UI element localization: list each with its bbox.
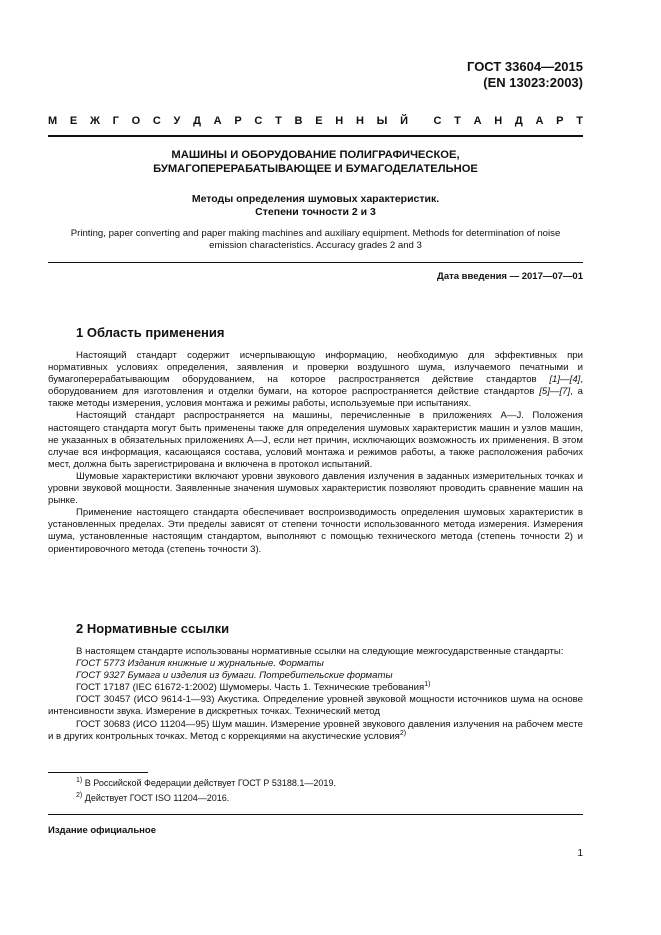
banner-letter: Н [494,115,503,127]
banner-letter: Р [234,115,242,127]
footnote-1: $^{1)}$ В Российской Федерации действует ГОСТ Р 53188.1—2019. [76,777,336,788]
section-2-title: 2 Нормативные ссылки [76,621,230,636]
standard-code [467,59,583,91]
english-title-line-2: emission characteristics. Accuracy grades 2 and 3 [209,240,422,251]
paragraph: В настоящем стандарте использованы нормативные ссылки на следующие межгосударственные стандарты: [76,646,564,657]
banner-letter: Д [514,115,523,127]
banner-letter: Е [315,115,323,127]
banner-letter: О [131,115,141,127]
english-title [48,228,583,252]
section-1-body [48,350,583,556]
document-title [48,149,583,176]
reference-gost-17187: ГОСТ 17187 (IEC 61672-1:2002) Шумомеры. Часть 1. Технические требования$^{1)}$ [76,681,431,694]
banner-letter: Р [556,115,564,127]
official-edition-label: Издание официальное [48,825,156,836]
banner-letter: У [173,115,181,127]
reference-link[interactable]: [5]—[7] [539,386,571,398]
title-divider [48,262,583,263]
banner-letter: В [294,115,303,127]
banner-letter: Н [355,115,364,127]
paragraph: Настоящий стандарт распространяется на машины, перечисленные в приложениях А—J. Положения настоящего стандарта могут быть применены также для определения шумовых характеристик машин и узлов машин, не указанных в обязательных приложениях А—J, если нет причин, исключающих возможность их применения. В этом случае вся информация, касающаяся состава, условий монтажа и режимов работы, а также расположения рабочих мест, должна быть зарегистрирована и включена в протокол испытаний. [48,410,583,470]
footnote-divider [48,772,148,773]
banner-letter: Ы [376,115,388,127]
paragraph: Шумовые характеристики включают уровни звукового давления излучения в заданных измерительных точках и уровни звуковой мощности. Заявленные значения шумовых характеристик позволяют проводить сравнение машин на рынке. [48,470,583,507]
reference-gost-5773: ГОСТ 5773 Издания книжные и журнальные. Форматы [76,658,324,670]
banner-letter: А [535,115,544,127]
banner-letter: Т [454,115,461,127]
banner-letter: Й [400,115,409,127]
banner-letter: М [48,115,58,127]
section-1-title: 1 Область применения [76,325,225,340]
banner-letter: А [213,115,222,127]
banner-letter: Е [69,115,78,127]
banner-letter: Г [112,115,119,127]
footnotes [48,776,583,806]
standard-code-en: (EN 13023:2003) [483,75,583,90]
title-line-1: МАШИНЫ И ОБОРУДОВАНИЕ ПОЛИГРАФИЧЕСКОЕ, [171,149,460,161]
subtitle-line-2: Степени точности 2 и 3 [255,206,376,218]
banner-letter: С [433,115,442,127]
banner-letter: Т [275,115,282,127]
standard-code-gost: ГОСТ 33604—2015 [467,59,583,74]
reference-gost-9327: ГОСТ 9327 Бумага и изделия из бумаги. Потребительские форматы [76,670,393,682]
title-line-2: БУМАГОПЕРЕРАБАТЫВАЮЩЕЕ И БУМАГОДЕЛАТЕЛЬНОЕ [153,162,478,175]
banner-letter: С [254,115,263,127]
reference-link[interactable]: [1]—[4] [549,374,581,386]
banner-letter: Д [193,115,201,127]
subtitle-line-1: Методы определения шумовых характеристик. [191,193,440,205]
banner-letter: А [473,115,482,127]
document-subtitle [48,193,583,219]
introduction-date: Дата введения — 2017—07—01 [437,271,583,282]
interstate-standard-banner [48,115,583,127]
footnote-marker[interactable]: 1) [424,681,431,689]
section-2-body [48,646,583,743]
reference-gost-30683: ГОСТ 30683 (ИСО 11204—95) Шум машин. Измерение уровней звукового давления излучения на рабочем месте и в других контрольных точках. Метод с коррекциями на акустические условия$^{2)}$ [48,718,583,742]
header-divider [48,135,583,137]
banner-letter: Н [335,115,344,127]
banner-letter: С [152,115,161,127]
banner-letter: Т [576,115,583,127]
banner-letter: Ж [89,115,100,127]
paragraph: Применение настоящего стандарта обеспечивает воспроизводимость определения шумовых характеристик в установленных пределах. Эти пределы зависят от степени точности использованного метода измерения. Измерения шума, установленные настоящим стандартом, выполняют с помощью технического метода (степень точности 2) и ориентировочного метода (степень точности 3). [48,507,583,555]
paragraph: Настоящий стандарт содержит исчерпывающую информацию, необходимую для эффективных при нормативных условиях определения, заявления и проверки воздушного шума, излучаемого печатными и бумагоперерабатывающим оборудованием, на которое распространяется действие стандартов [1]—[4], оборудованием для изготовления и отделки бумаги, на которое распространяется действие стандартов [5]—[7], а также методы измерения, условия монтажа и режимы работы, используемые при испытаниях. [48,350,583,410]
footnote-2: $^{2)}$ Действует ГОСТ ISO 11204—2016. [76,792,230,803]
footer-divider [48,814,583,815]
page-number: 1 [577,848,583,859]
english-title-line-1: Printing, paper converting and paper making machines and auxiliary equipment. Methods for determination of noise [70,228,561,239]
reference-gost-30457: ГОСТ 30457 (ИСО 9614-1—93) Акустика. Определение уровней звуковой мощности источников шума на основе интенсивности звука. Измерение в дискретных точках. Технический метод [48,694,583,718]
footnote-marker[interactable]: 2) [399,729,407,737]
